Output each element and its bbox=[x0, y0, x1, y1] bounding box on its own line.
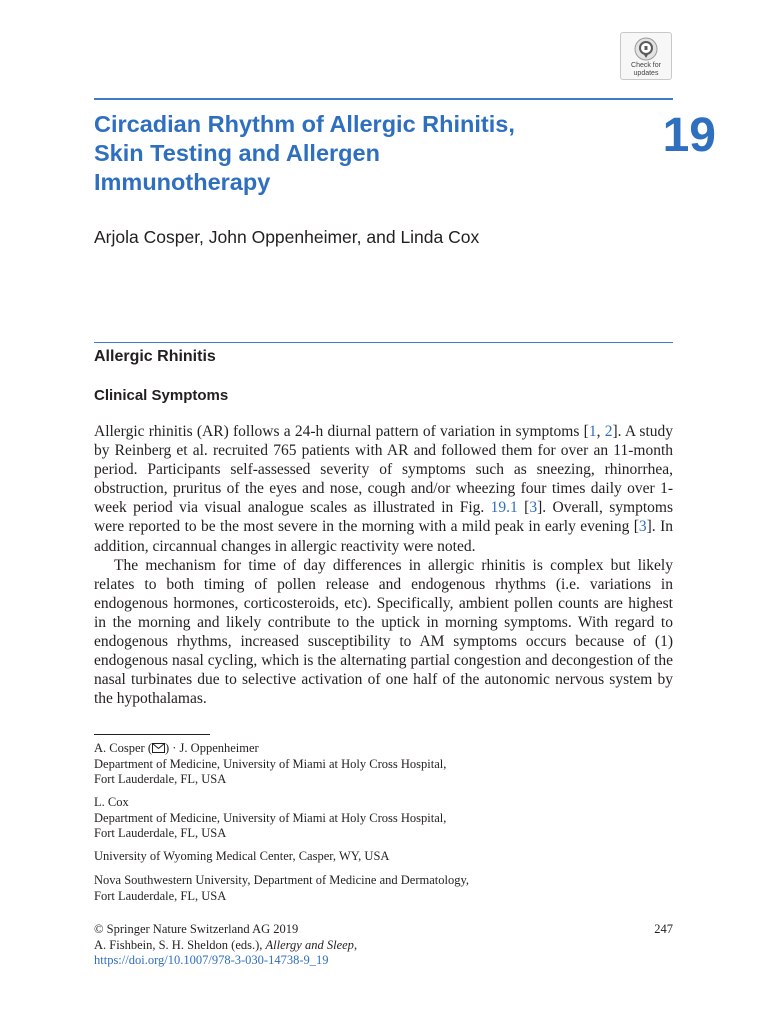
paragraph-text: , bbox=[596, 423, 605, 440]
chapter-title-line: Circadian Rhythm of Allergic Rhinitis, bbox=[94, 111, 515, 137]
body-text bbox=[94, 422, 673, 708]
subsection-heading: Clinical Symptoms bbox=[94, 387, 229, 404]
paragraph-text: [ bbox=[517, 499, 530, 517]
affiliation-authors bbox=[94, 741, 654, 757]
footnote-rule bbox=[94, 734, 210, 735]
citation-link[interactable]: 3 bbox=[638, 518, 647, 536]
editors-text: A. Fishbein, S. H. Sheldon (eds.), bbox=[94, 937, 266, 952]
badge-label-line2: updates bbox=[633, 70, 659, 77]
affiliation-line: Fort Lauderdale, FL, USA bbox=[94, 888, 227, 903]
paragraph-text: ]. In addition, circannual changes in allergic reactivity were noted. bbox=[94, 518, 673, 555]
title-rule bbox=[94, 98, 673, 100]
affiliation-line: Nova Southwestern University, Department of Medicine and Dermatology, bbox=[94, 873, 470, 887]
chapter-title-line: Immunotherapy bbox=[94, 169, 271, 195]
author-name: A. Cosper ( bbox=[94, 741, 152, 755]
citation-link[interactable]: 3 bbox=[529, 499, 538, 517]
section-rule bbox=[94, 342, 673, 343]
figure-link[interactable]: 19.1 bbox=[490, 499, 518, 517]
section-heading: Allergic Rhinitis bbox=[94, 348, 216, 365]
envelope-icon[interactable] bbox=[152, 743, 165, 753]
affiliation-line: Department of Medicine, University of Miami at Holy Cross Hospital, bbox=[94, 810, 447, 825]
paragraph-text: Allergic rhinitis (AR) follows a 24-h diurnal pattern of variation in symptoms [ bbox=[94, 423, 589, 440]
body-paragraph-1 bbox=[94, 422, 673, 556]
copyright-block bbox=[94, 922, 614, 969]
citation-link[interactable]: 1 bbox=[588, 423, 597, 440]
affiliation-block-3 bbox=[94, 849, 654, 865]
badge-label-line1: Check for bbox=[631, 62, 661, 69]
affiliation-block-2 bbox=[94, 795, 654, 842]
page-number: 247 bbox=[654, 922, 673, 936]
chapter-authors: Arjola Cosper, John Oppenheimer, and Linda Cox bbox=[94, 227, 480, 247]
chapter-title-line: Skin Testing and Allergen bbox=[94, 140, 380, 166]
book-title: Allergy and Sleep bbox=[265, 937, 354, 952]
paragraph-text: ]. Overall, symptoms were reported to be the most severe in the morning with a mild peak in early evening [ bbox=[94, 499, 673, 536]
affiliation-line: Fort Lauderdale, FL, USA bbox=[94, 826, 227, 840]
author-name: ) · J. Oppenheimer bbox=[164, 741, 259, 755]
affiliation-authors: L. Cox bbox=[94, 795, 129, 809]
chapter-title bbox=[94, 110, 614, 197]
affiliation-line: Fort Lauderdale, FL, USA bbox=[94, 772, 227, 786]
citation-link[interactable]: 2 bbox=[604, 423, 613, 440]
paragraph-text: ]. A study by Reinberg et al. recruited 765 patients with AR and followed them for over an 11-month period. Participants self-assessed severity of symptoms such as sneezing, rhinorrhea, obstruction, pruritus of the eyes and nose, cough and/or wheezing four times daily over 1-week period via visual analogue scales as illustrated in Fig. bbox=[94, 423, 674, 517]
affiliation-block-1 bbox=[94, 741, 654, 788]
doi-link[interactable]: https://doi.org/10.1007/978-3-030-14738-9_19 bbox=[94, 953, 329, 967]
crossmark-icon bbox=[634, 37, 658, 61]
citation-line bbox=[94, 938, 614, 954]
copyright-line: © Springer Nature Switzerland AG 2019 bbox=[94, 922, 299, 936]
body-paragraph-2: The mechanism for time of day differences in allergic rhinitis is complex but likely relates to both timing of pollen release and endogenous rhythms (i.e. variations in endogenous hormones, corticosteroids, etc). Specifically, ambient pollen counts are highest in the morning and likely contribute to the uptick in morning symptoms. With regard to endogenous rhythms, increased susceptibility to AM symptoms occurs because of (1) endogenous nasal cycling, which is the alternating partial congestion and decongestion of the nasal turbinates due to selective activation of one half of the autonomic nervous system by the hypothalamas. bbox=[94, 556, 673, 708]
affiliation-line: University of Wyoming Medical Center, Casper, WY, USA bbox=[94, 849, 390, 863]
check-for-updates-badge[interactable] bbox=[620, 32, 672, 80]
chapter-number: 19 bbox=[662, 109, 716, 162]
editors-text: , bbox=[353, 937, 358, 952]
affiliation-block-4 bbox=[94, 873, 654, 904]
affiliation-line: Department of Medicine, University of Miami at Holy Cross Hospital, bbox=[94, 756, 447, 771]
